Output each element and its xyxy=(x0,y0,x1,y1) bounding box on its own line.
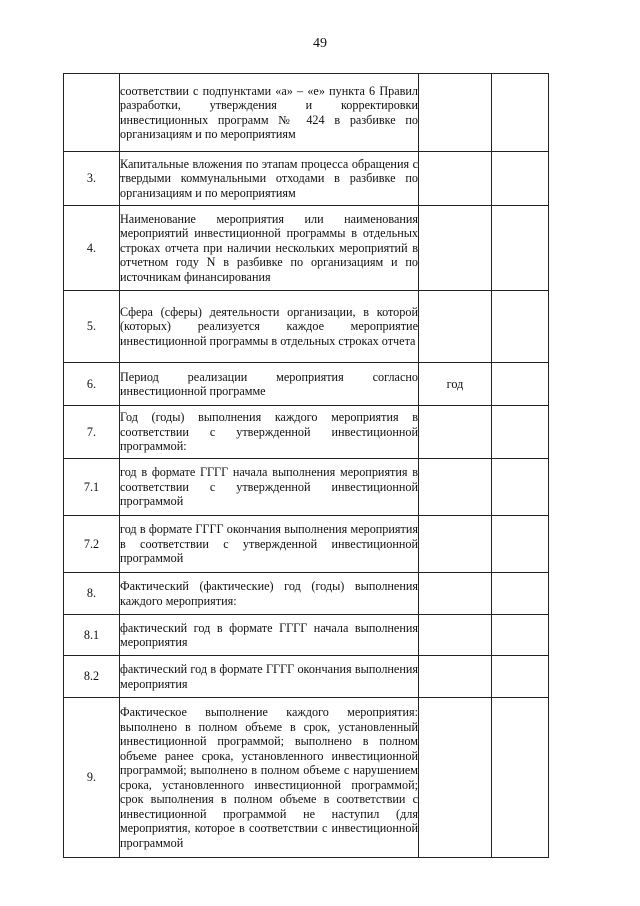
row-unit: год xyxy=(419,363,492,406)
row-unit xyxy=(419,206,492,291)
row-value xyxy=(492,363,549,406)
row-number: 3. xyxy=(64,152,120,206)
row-value xyxy=(492,459,549,516)
table-row xyxy=(64,459,549,516)
row-description: соответствии с подпунктами «а» – «е» пункта 6 Правил разработки, утверждения и корректировки инвестиционных программ № 424 в разбивке по организациям и по мероприятиям xyxy=(120,74,419,152)
row-description: фактический год в формате ГГГГ окончания выполнения мероприятия xyxy=(120,656,419,698)
row-description: Год (годы) выполнения каждого мероприятия в соответствии с утвержденной инвестиционной программой: xyxy=(120,406,419,459)
row-description: Период реализации мероприятия согласно инвестиционной программе xyxy=(120,363,419,406)
table-row xyxy=(64,615,549,656)
row-value xyxy=(492,74,549,152)
row-value xyxy=(492,656,549,698)
row-unit xyxy=(419,615,492,656)
row-number: 8.1 xyxy=(64,615,120,656)
table-row xyxy=(64,573,549,615)
row-value xyxy=(492,698,549,858)
row-number: 8. xyxy=(64,573,120,615)
row-unit xyxy=(419,74,492,152)
row-unit xyxy=(419,573,492,615)
row-unit xyxy=(419,459,492,516)
row-unit xyxy=(419,152,492,206)
row-unit xyxy=(419,698,492,858)
row-value xyxy=(492,152,549,206)
table-row xyxy=(64,291,549,363)
row-description: год в формате ГГГГ начала выполнения мероприятия в соответствии с утвержденной инвестиционной программой xyxy=(120,459,419,516)
row-description: Сфера (сферы) деятельности организации, в которой (которых) реализуется каждое мероприятие инвестиционной программы в отдельных строках отчета xyxy=(120,291,419,363)
page-number: 49 xyxy=(313,36,327,51)
table-row xyxy=(64,363,549,406)
row-description: Фактический (фактические) год (годы) выполнения каждого мероприятия: xyxy=(120,573,419,615)
row-unit xyxy=(419,406,492,459)
table-row xyxy=(64,516,549,573)
row-value xyxy=(492,291,549,363)
row-unit xyxy=(419,656,492,698)
row-number: 6. xyxy=(64,363,120,406)
row-value xyxy=(492,406,549,459)
table-row xyxy=(64,698,549,858)
row-description: Наименование мероприятия или наименования мероприятий инвестиционной программы в отдельных строках отчета при наличии нескольких мероприятий в отчетном году N в разбивке по организациям и по источникам финансирования xyxy=(120,206,419,291)
row-number: 7. xyxy=(64,406,120,459)
report-table xyxy=(63,73,549,858)
row-value xyxy=(492,516,549,573)
table-row xyxy=(64,656,549,698)
row-number: 4. xyxy=(64,206,120,291)
row-number: 5. xyxy=(64,291,120,363)
row-description: Фактическое выполнение каждого мероприятия: выполнено в полном объеме в срок, установленный инвестиционной программой; выполнено в полном объеме ранее срока, установленного инвестиционной программой; выполнено в полном объеме с нарушением срока, установленного инвестиционной программой; срок выполнения в полном объеме в соответствии с инвестиционной программой не наступил (для мероприятия, которое в соответствии с инвестиционной программой xyxy=(120,698,419,858)
table-row xyxy=(64,152,549,206)
row-value xyxy=(492,573,549,615)
table-row xyxy=(64,406,549,459)
row-unit xyxy=(419,291,492,363)
table-row xyxy=(64,74,549,152)
table-row xyxy=(64,206,549,291)
row-description: Капитальные вложения по этапам процесса обращения с твердыми коммунальными отходами в разбивке по организациям и по мероприятиям xyxy=(120,152,419,206)
row-number: 8.2 xyxy=(64,656,120,698)
row-description: фактический год в формате ГГГГ начала выполнения мероприятия xyxy=(120,615,419,656)
row-number: 7.2 xyxy=(64,516,120,573)
row-number: 7.1 xyxy=(64,459,120,516)
row-number: 9. xyxy=(64,698,120,858)
row-unit xyxy=(419,516,492,573)
row-value xyxy=(492,206,549,291)
row-number xyxy=(64,74,120,152)
row-value xyxy=(492,615,549,656)
row-description: год в формате ГГГГ окончания выполнения мероприятия в соответствии с утвержденной инвестиционной программой xyxy=(120,516,419,573)
